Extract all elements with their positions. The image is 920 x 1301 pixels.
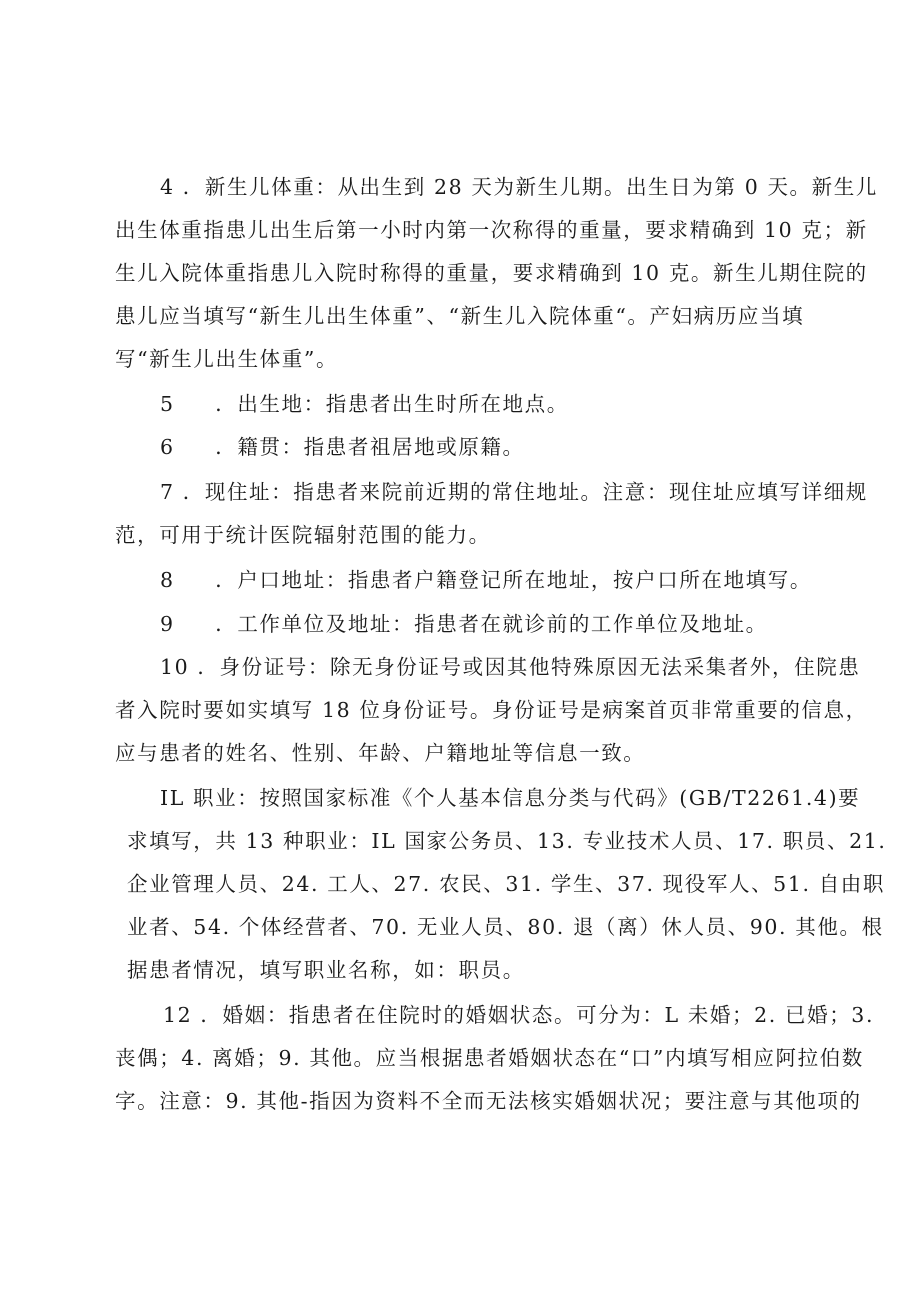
text-line: 据患者情况，填写职业名称，如：职员。 (127, 958, 525, 982)
text-line: 患儿应当填写“新生儿出生体重”、“新生儿入院体重“。产妇病历应当填 (115, 304, 805, 328)
text-line: 者入院时要如实填写 18 位身份证号。身份证号是病案首页非常重要的信息， (115, 698, 868, 722)
text-line: 5 ．出生地：指患者出生时所在地点。 (160, 392, 569, 416)
text-line: 12 ．婚姻：指患者在住院时的婚姻状态。可分为：L 未婚；2. 已婚；3. (163, 1003, 875, 1027)
text-line: 10 ．身份证号：除无身份证号或因其他特殊原因无法采集者外，住院患 (160, 655, 861, 679)
text-line: 写“新生儿出生体重”。 (115, 347, 339, 371)
text-line: 4 ．新生儿体重：从出生到 28 天为新生儿期。出生日为第 0 天。新生儿 (160, 175, 878, 199)
text-line: 7 ．现住址：指患者来院前近期的常住地址。注意：现住址应填写详细规 (160, 480, 868, 504)
text-line: 企业管理人员、24. 工人、27. 农民、31. 学生、37. 现役军人、51. 自由职 (127, 872, 885, 896)
text-line: 范，可用于统计医院辐射范围的能力。 (115, 523, 491, 547)
text-line: IL 职业：按照国家标准《个人基本信息分类与代码》(GB/T2261.4)要 (160, 786, 861, 810)
text-line: 求填写，共 13 种职业：IL 国家公务员、13. 专业技术人员、17. 职员、21. (127, 829, 887, 853)
text-line: 应与患者的姓名、性别、年龄、户籍地址等信息一致。 (115, 741, 646, 765)
text-line: 丧偶；4. 离婚；9. 其他。应当根据患者婚姻状态在“口”内填写相应阿拉伯数 (115, 1046, 864, 1070)
text-line: 业者、54. 个体经营者、70. 无业人员、80. 退（离）休人员、90. 其他。根 (127, 915, 884, 939)
text-line: 字。注意：9. 其他-指因为资料不全而无法核实婚姻状况；要注意与其他项的 (115, 1089, 862, 1113)
text-line: 出生体重指患儿出生后第一小时内第一次称得的重量，要求精确到 10 克；新 (115, 218, 868, 242)
text-line: 9 ．工作单位及地址：指患者在就诊前的工作单位及地址。 (160, 612, 768, 636)
text-line: 8 ．户口地址：指患者户籍登记所在地址，按户口所在地填写。 (160, 568, 812, 592)
text-line: 6 ．籍贯：指患者祖居地或原籍。 (160, 435, 525, 459)
text-line: 生儿入院体重指患儿入院时称得的重量，要求精确到 10 克。新生儿期住院的 (115, 261, 868, 285)
